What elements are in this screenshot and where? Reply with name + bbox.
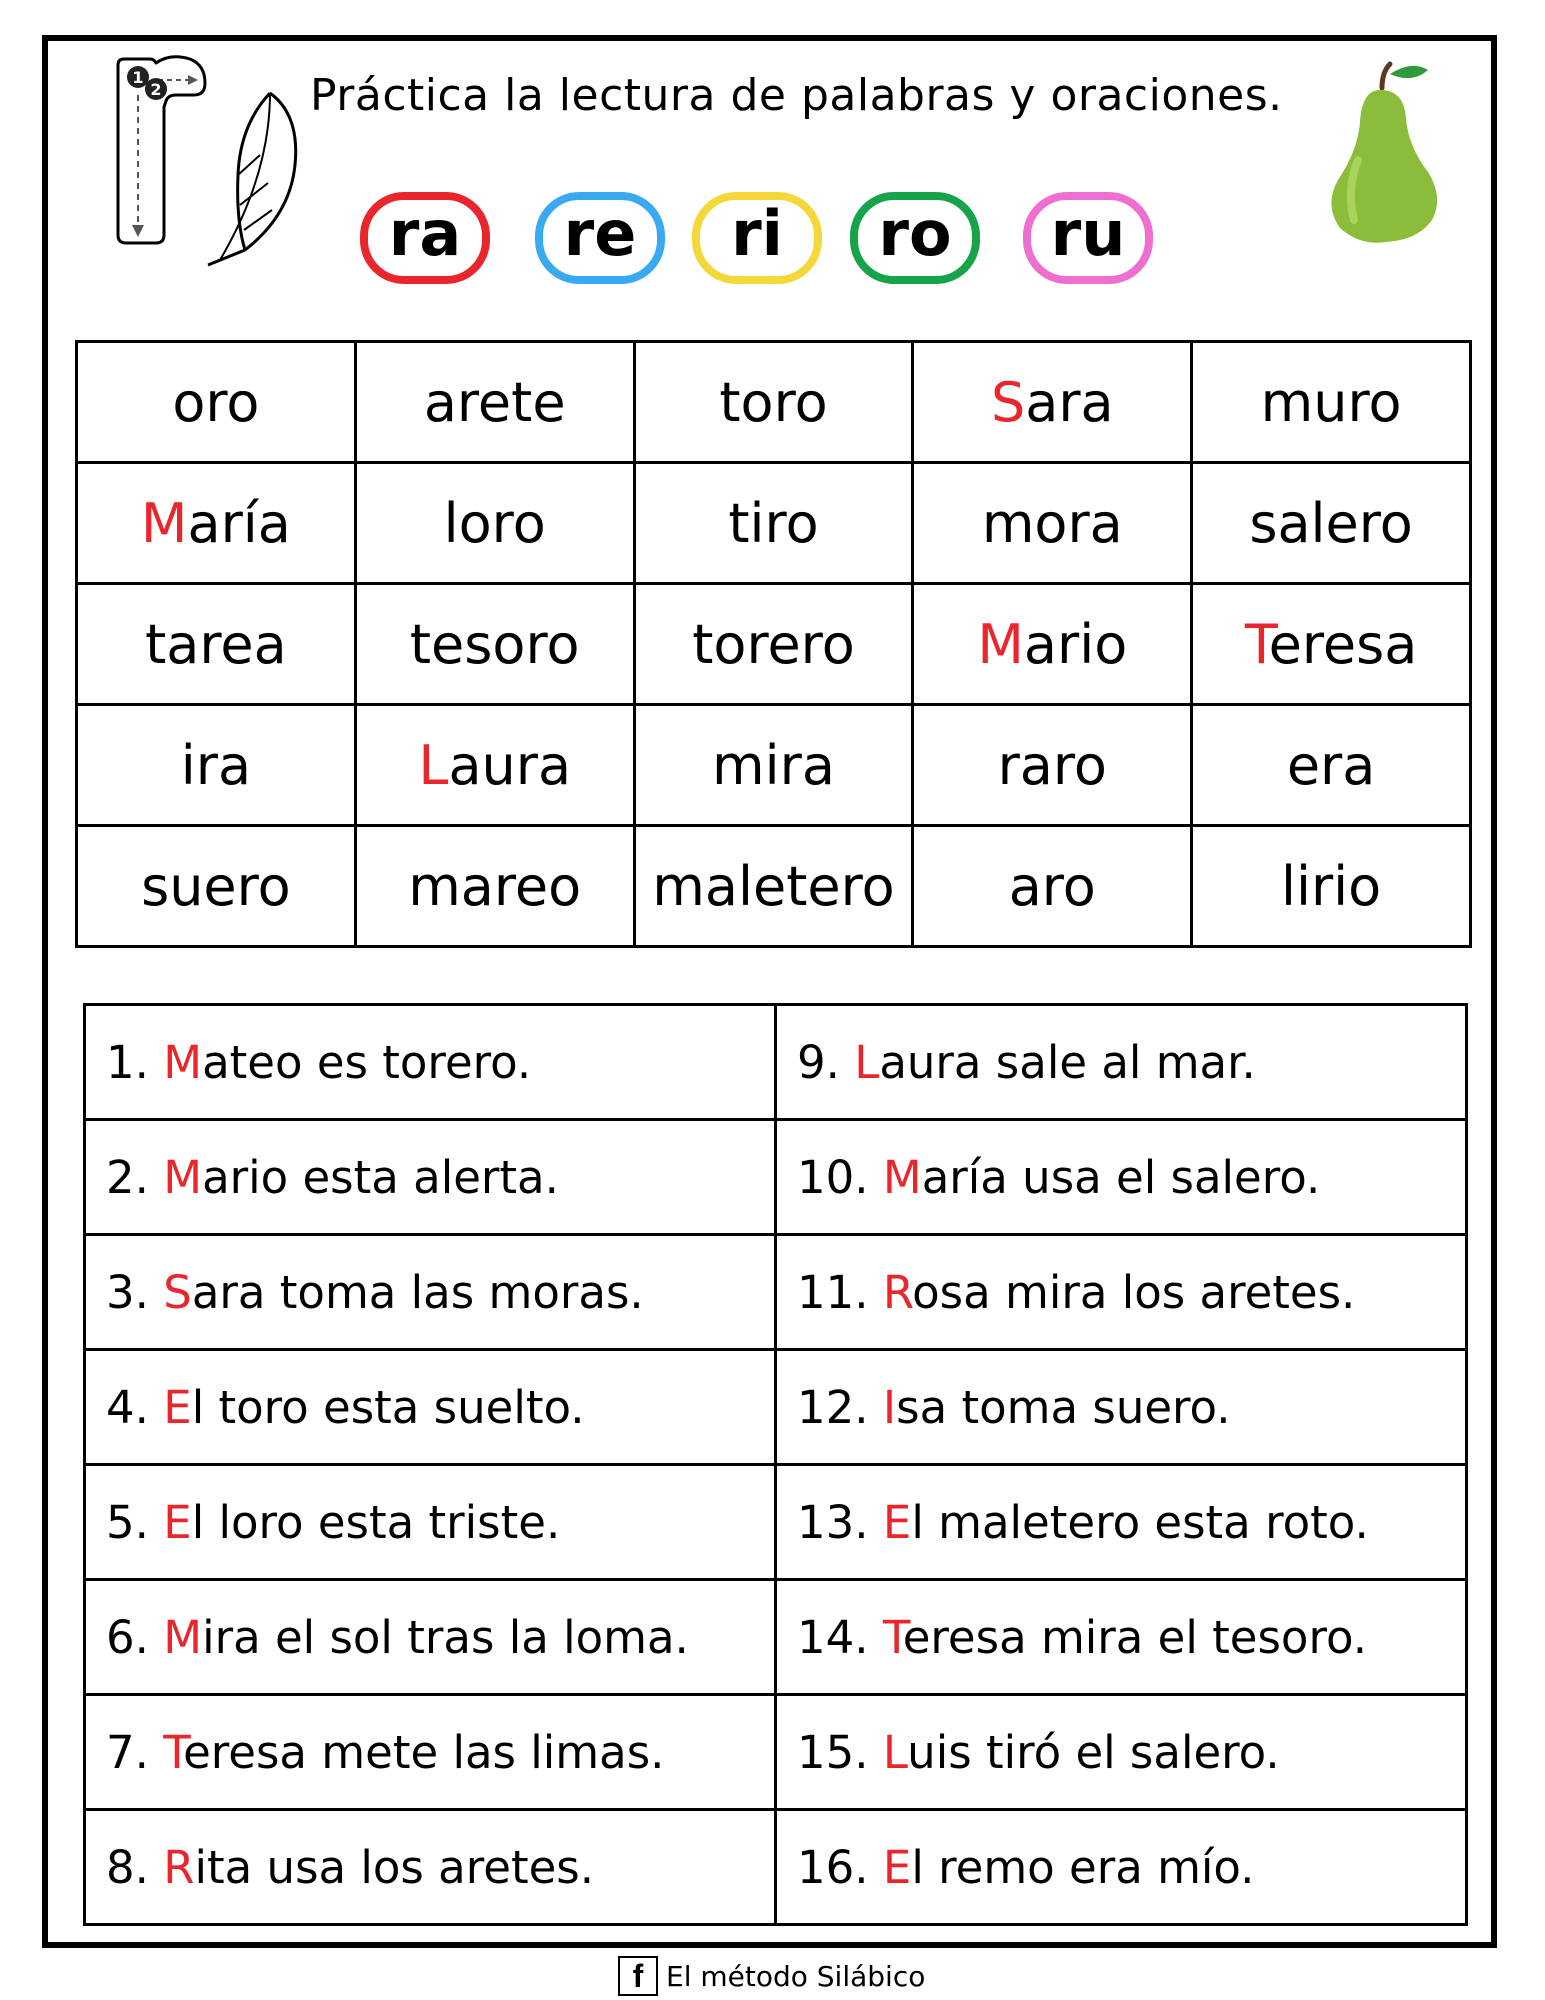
word-text: lirio (1280, 854, 1382, 918)
word-text: oro (172, 370, 260, 434)
word-text: loro (443, 491, 546, 555)
word-cell (355, 342, 634, 463)
sentence-text: ira el sol tras la loma. (202, 1610, 689, 1664)
word-cell (77, 342, 356, 463)
word-cell (634, 342, 913, 463)
sentence-text: ario esta alerta. (202, 1150, 559, 1204)
guide-step-2: 2 (150, 80, 162, 99)
word-row (77, 584, 1471, 705)
word-initial-letter: T (1244, 612, 1269, 676)
word-cell (1192, 826, 1471, 947)
sentence-row (85, 1235, 1467, 1350)
word-text: ario (1023, 612, 1128, 676)
word-text: suero (141, 854, 291, 918)
sentence-initial-letter: E (163, 1380, 192, 1434)
word-text: maletero (652, 854, 895, 918)
word-text: torero (692, 612, 855, 676)
word-text: tiro (728, 491, 819, 555)
sentence-initial-letter: T (882, 1610, 903, 1664)
word-cell (913, 463, 1192, 584)
sentence-row (85, 1810, 1467, 1925)
sentence-initial-letter: S (163, 1265, 192, 1319)
sentence-cell (776, 1695, 1467, 1810)
sentence-cell (85, 1005, 776, 1120)
facebook-icon: f (618, 1956, 658, 1996)
word-text: toro (719, 370, 828, 434)
sentence-cell (85, 1120, 776, 1235)
sentence-number: 1. (106, 1035, 149, 1089)
word-cell (634, 826, 913, 947)
syllable-row (360, 192, 1170, 292)
sentence-text: eresa mete las limas. (183, 1725, 665, 1779)
word-text: tesoro (409, 612, 580, 676)
sentence-initial-letter: I (882, 1380, 897, 1434)
word-cell (913, 342, 1192, 463)
sentence-text: l maletero esta roto. (911, 1495, 1369, 1549)
sentence-row (85, 1005, 1467, 1120)
feather-icon (208, 93, 296, 265)
word-initial-letter: M (140, 491, 188, 555)
sentence-row (85, 1580, 1467, 1695)
syllable-badge: ra (360, 192, 490, 284)
sentence-cell (85, 1235, 776, 1350)
word-cell (355, 826, 634, 947)
word-text: aro (1008, 854, 1096, 918)
sentence-number: 4. (106, 1380, 149, 1434)
sentence-initial-letter: M (882, 1150, 922, 1204)
word-cell (913, 705, 1192, 826)
sentence-row (85, 1350, 1467, 1465)
syllable-badge: re (535, 192, 665, 284)
sentence-cell (776, 1810, 1467, 1925)
word-cell (913, 584, 1192, 705)
word-text: ara (1025, 370, 1114, 434)
word-cell (1192, 463, 1471, 584)
word-initial-letter: L (418, 733, 449, 797)
word-cell (1192, 705, 1471, 826)
sentence-cell (776, 1005, 1467, 1120)
sentence-cell (85, 1695, 776, 1810)
word-text: raro (997, 733, 1107, 797)
word-row (77, 826, 1471, 947)
word-text: aura (448, 733, 572, 797)
word-text: mira (712, 733, 835, 797)
sentence-text: l remo era mío. (911, 1840, 1255, 1894)
word-cell (77, 826, 356, 947)
sentence-cell (776, 1350, 1467, 1465)
word-row (77, 342, 1471, 463)
sentence-cell (85, 1465, 776, 1580)
word-row (77, 705, 1471, 826)
sentence-text: l loro esta triste. (191, 1495, 561, 1549)
word-text: arete (423, 370, 566, 434)
footer (618, 1955, 925, 1997)
word-cell (77, 705, 356, 826)
word-cell (1192, 342, 1471, 463)
sentence-row (85, 1695, 1467, 1810)
sentence-cell (776, 1580, 1467, 1695)
sentence-initial-letter: R (882, 1265, 913, 1319)
word-initial-letter: M (977, 612, 1024, 676)
word-text: tarea (145, 612, 287, 676)
sentence-row (85, 1465, 1467, 1580)
sentence-cell (85, 1580, 776, 1695)
pear-icon (1320, 60, 1450, 245)
syllable-badge: ru (1023, 192, 1153, 284)
sentence-initial-letter: L (882, 1725, 908, 1779)
guide-step-1: 1 (132, 68, 144, 87)
sentence-number: 7. (106, 1725, 149, 1779)
word-table (75, 340, 1472, 948)
sentence-text: ita usa los aretes. (194, 1840, 595, 1894)
sentence-row (85, 1120, 1467, 1235)
sentence-initial-letter: E (163, 1495, 192, 1549)
sentence-number: 13. (797, 1495, 869, 1549)
word-cell (355, 584, 634, 705)
sentence-number: 6. (106, 1610, 149, 1664)
word-cell (77, 584, 356, 705)
sentence-cell (776, 1465, 1467, 1580)
sentence-text: aura sale al mar. (879, 1035, 1256, 1089)
word-cell (355, 705, 634, 826)
sentence-initial-letter: E (882, 1840, 912, 1894)
sentence-cell (85, 1350, 776, 1465)
word-text: era (1286, 733, 1376, 797)
sentence-cell (776, 1235, 1467, 1350)
sentence-number: 5. (106, 1495, 149, 1549)
word-text: muro (1260, 370, 1402, 434)
word-cell (634, 584, 913, 705)
sentence-number: 12. (797, 1380, 869, 1434)
sentence-number: 14. (797, 1610, 869, 1664)
sentence-text: eresa mira el tesoro. (902, 1610, 1368, 1664)
word-cell (913, 826, 1192, 947)
sentence-text: aría usa el salero. (921, 1150, 1321, 1204)
sentence-initial-letter: L (854, 1035, 880, 1089)
sentence-number: 2. (106, 1150, 149, 1204)
word-cell (1192, 584, 1471, 705)
word-cell (77, 463, 356, 584)
word-text: mareo (408, 854, 582, 918)
word-row (77, 463, 1471, 584)
sentence-number: 9. (797, 1035, 840, 1089)
syllable-badge: ri (692, 192, 822, 284)
syllable-badge: ro (850, 192, 980, 284)
sentence-text: ara toma las moras. (191, 1265, 644, 1319)
word-text: aría (187, 491, 291, 555)
sentence-initial-letter: R (163, 1840, 195, 1894)
word-cell (634, 463, 913, 584)
word-text: eresa (1268, 612, 1418, 676)
word-text: salero (1249, 491, 1413, 555)
sentence-text: l toro esta suelto. (191, 1380, 585, 1434)
sentence-number: 11. (797, 1265, 869, 1319)
word-cell (634, 705, 913, 826)
sentence-initial-letter: M (163, 1610, 203, 1664)
word-initial-letter: S (990, 370, 1026, 434)
sentence-cell (85, 1810, 776, 1925)
sentence-text: uis tiró el salero. (907, 1725, 1280, 1779)
sentence-cell (776, 1120, 1467, 1235)
page-title: Práctica la lectura de palabras y oraciones. (310, 70, 1283, 121)
sentence-number: 3. (106, 1265, 149, 1319)
word-cell (355, 463, 634, 584)
footer-text: El método Silábico (666, 1959, 926, 1993)
sentence-initial-letter: M (163, 1035, 203, 1089)
sentence-number: 10. (797, 1150, 869, 1204)
sentence-text: ateo es torero. (202, 1035, 532, 1089)
sentence-text: sa toma suero. (896, 1380, 1231, 1434)
sentence-initial-letter: T (163, 1725, 184, 1779)
sentence-table (83, 1003, 1468, 1926)
word-text: ira (180, 733, 252, 797)
sentence-number: 16. (797, 1840, 869, 1894)
word-text: mora (981, 491, 1123, 555)
sentence-initial-letter: M (163, 1150, 203, 1204)
sentence-number: 8. (106, 1840, 149, 1894)
letter-r-tracing-icon (110, 55, 310, 270)
sentence-initial-letter: E (882, 1495, 912, 1549)
sentence-number: 15. (797, 1725, 869, 1779)
sentence-text: osa mira los aretes. (912, 1265, 1356, 1319)
